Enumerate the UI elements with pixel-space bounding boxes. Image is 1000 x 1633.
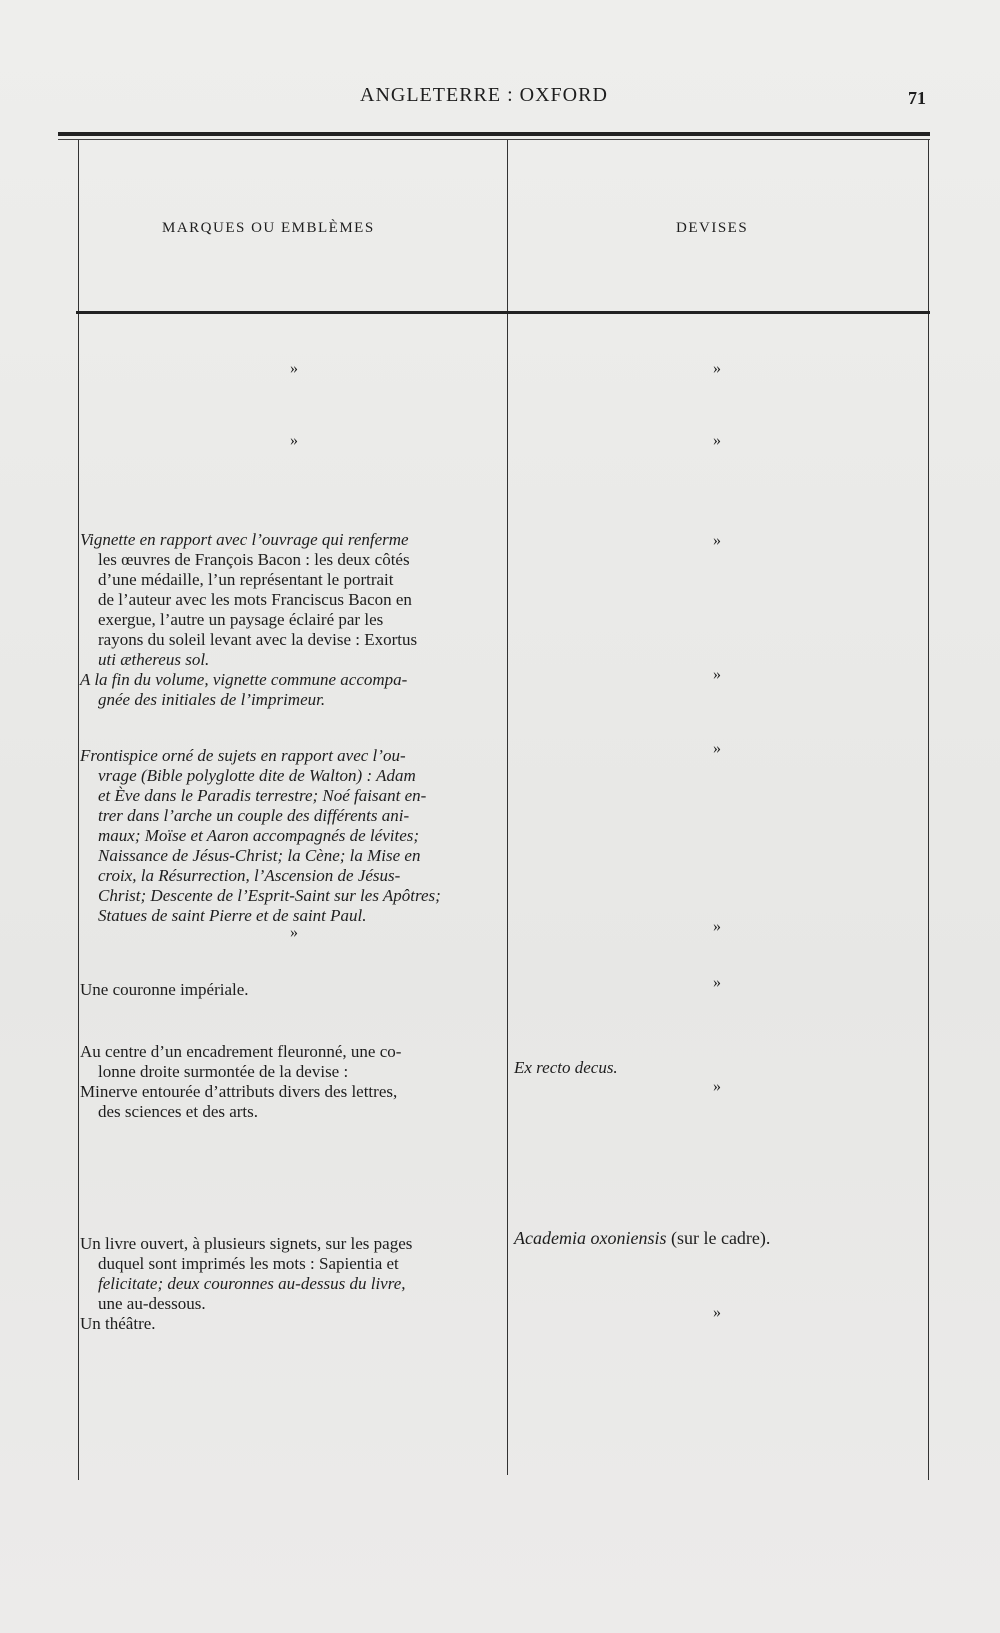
guillemet-right-r1: » (713, 360, 721, 377)
column-divider-middle (507, 140, 508, 1475)
entry-line: rayons du soleil levant avec la devise : Exortus (98, 630, 418, 649)
guillemet-left-r1: » (290, 360, 298, 377)
entry-line: croix, la Résurrection, l’Ascension de Jésus- (98, 866, 401, 885)
entry-line: Minerve entourée d’attributs divers des lettres, (80, 1082, 398, 1101)
entry-encadrement (80, 1042, 505, 1122)
guillemet-right-r5: » (713, 918, 721, 935)
column-header-devises: DEVISES (676, 220, 749, 236)
entry-line: trer dans l’arche un couple des différents ani- (98, 806, 410, 825)
entry-line: des sciences et des arts. (98, 1102, 259, 1121)
entry-line: uti æthereus sol. (98, 650, 210, 669)
entry-livre-ouvert (80, 1234, 505, 1334)
guillemet-left-r2: » (290, 432, 298, 449)
guillemet-right-r3b: » (713, 666, 721, 683)
devise-academia-text: Academia oxoniensis (514, 1228, 667, 1248)
entry-line: Naissance de Jésus-Christ; la Cène; la Mise en (98, 846, 421, 865)
entry-line: d’une médaille, l’un représentant le portrait (98, 570, 394, 589)
devise-academia (514, 1228, 770, 1248)
devise-ex-recto: Ex recto decus. (514, 1058, 618, 1077)
entry-line: une au-dessous. (98, 1294, 206, 1313)
entry-line: maux; Moïse et Aaron accompagnés de lévites; (98, 826, 420, 845)
entry-walton-frontispice (80, 746, 505, 926)
entry-line: duquel sont imprimés les mots : Sapientia et (98, 1254, 399, 1273)
table-top-rule-thin (58, 139, 930, 140)
entry-line: et Ève dans le Paradis terrestre; Noé faisant en- (98, 786, 427, 805)
column-divider-left (78, 140, 79, 1480)
page-number: 71 (908, 88, 926, 108)
entry-line: de l’auteur avec les mots Franciscus Bacon en (98, 590, 412, 609)
entry-line: A la fin du volume, vignette commune accompa- (80, 670, 408, 689)
entry-line: Statues de saint Pierre et de saint Paul. (98, 906, 367, 925)
table-top-rule (58, 132, 930, 136)
entry-bacon-vignette (80, 530, 505, 710)
entry-line: felicitate; deux couronnes au-dessus du livre, (98, 1274, 406, 1293)
guillemet-left-r5: » (290, 924, 298, 941)
entry-line: Un livre ouvert, à plusieurs signets, sur les pages (80, 1234, 413, 1253)
entry-line: Frontispice orné de sujets en rapport avec l’ou- (80, 746, 406, 765)
running-header: ANGLETERRE : OXFORD (360, 84, 608, 106)
entry-couronne: Une couronne impériale. (80, 980, 249, 999)
header-bottom-rule (76, 311, 930, 314)
entry-line: gnée des initiales de l’imprimeur. (98, 690, 326, 709)
entry-line: exergue, l’autre un paysage éclairé par les (98, 610, 384, 629)
guillemet-right-r6: » (713, 974, 721, 991)
column-header-marques: MARQUES OU EMBLÈMES (162, 220, 375, 236)
guillemet-right-r7: » (713, 1078, 721, 1095)
devise-academia-note: (sur le cadre). (670, 1228, 771, 1248)
entry-line: vrage (Bible polyglotte dite de Walton) : Adam (98, 766, 416, 785)
guillemet-right-r2: » (713, 432, 721, 449)
entry-line: Au centre d’un encadrement fleuronné, une co- (80, 1042, 402, 1061)
entry-line: Un théâtre. (80, 1314, 156, 1333)
guillemet-right-r3a: » (713, 532, 721, 549)
guillemet-right-r8: » (713, 1304, 721, 1321)
entry-line: lonne droite surmontée de la devise : (98, 1062, 349, 1081)
entry-line: Christ; Descente de l’Esprit-Saint sur les Apôtres; (98, 886, 441, 905)
entry-line: les œuvres de François Bacon : les deux côtés (98, 550, 410, 569)
guillemet-right-r4: » (713, 740, 721, 757)
column-divider-right (928, 140, 929, 1480)
entry-line: Vignette en rapport avec l’ouvrage qui renferme (80, 530, 409, 549)
